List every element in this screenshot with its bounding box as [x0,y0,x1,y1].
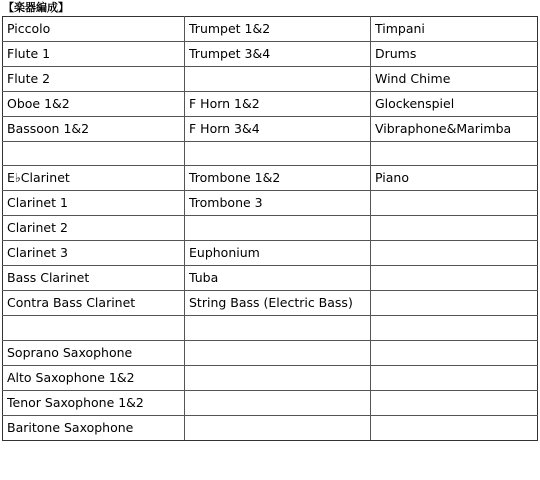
table-cell: String Bass (Electric Bass) [185,291,371,316]
table-cell: Flute 1 [3,42,185,67]
table-row [3,117,538,142]
table-cell [371,365,538,390]
table-cell: Clarinet 1 [3,191,185,216]
table-cell: Trumpet 3&4 [185,42,371,67]
table-cell [185,316,371,340]
table-cell: Tuba [185,266,371,291]
table-row [3,266,538,291]
table-cell [371,340,538,365]
table-cell: Bass Clarinet [3,266,185,291]
table-row [3,365,538,390]
table-cell [371,316,538,340]
table-cell [3,142,185,166]
table-row [3,390,538,415]
table-cell: Oboe 1&2 [3,92,185,117]
table-row [3,316,538,340]
page-heading: 【楽器編成】 [3,1,69,14]
table-cell: Trombone 1&2 [185,166,371,191]
table-row [3,67,538,92]
table-cell [371,241,538,266]
table-cell [185,415,371,440]
table-cell [185,365,371,390]
table-cell [185,340,371,365]
table-row [3,216,538,241]
table-cell [185,216,371,241]
table-cell: Tenor Saxophone 1&2 [3,390,185,415]
table-cell: Baritone Saxophone [3,415,185,440]
table-cell: Wind Chime [371,67,538,92]
table-cell [371,216,538,241]
table-row [3,241,538,266]
table-cell: E♭Clarinet [3,166,185,191]
table-cell [371,266,538,291]
table-row [3,291,538,316]
table-row [3,191,538,216]
table-cell [371,191,538,216]
table-cell: Timpani [371,17,538,42]
table-cell: Clarinet 2 [3,216,185,241]
instrumentation-table-body [3,17,538,441]
table-cell: Clarinet 3 [3,241,185,266]
table-cell [371,142,538,166]
table-cell: Alto Saxophone 1&2 [3,365,185,390]
instrumentation-table [2,16,538,441]
table-cell: Soprano Saxophone [3,340,185,365]
table-row [3,415,538,440]
table-cell: Trombone 3 [185,191,371,216]
table-cell [371,390,538,415]
table-cell: Piano [371,166,538,191]
table-cell [3,316,185,340]
table-cell: Euphonium [185,241,371,266]
table-cell: Glockenspiel [371,92,538,117]
table-cell: Drums [371,42,538,67]
table-cell: Trumpet 1&2 [185,17,371,42]
table-cell [185,142,371,166]
table-cell: Piccolo [3,17,185,42]
table-cell: Bassoon 1&2 [3,117,185,142]
table-cell [185,67,371,92]
table-cell: Flute 2 [3,67,185,92]
table-cell: Vibraphone&Marimba [371,117,538,142]
table-row [3,142,538,166]
table-cell [185,390,371,415]
table-row [3,17,538,42]
table-cell [371,415,538,440]
table-row [3,340,538,365]
table-cell [371,291,538,316]
table-cell: F Horn 3&4 [185,117,371,142]
table-row [3,166,538,191]
table-row [3,42,538,67]
table-cell: Contra Bass Clarinet [3,291,185,316]
table-row [3,92,538,117]
table-cell: F Horn 1&2 [185,92,371,117]
